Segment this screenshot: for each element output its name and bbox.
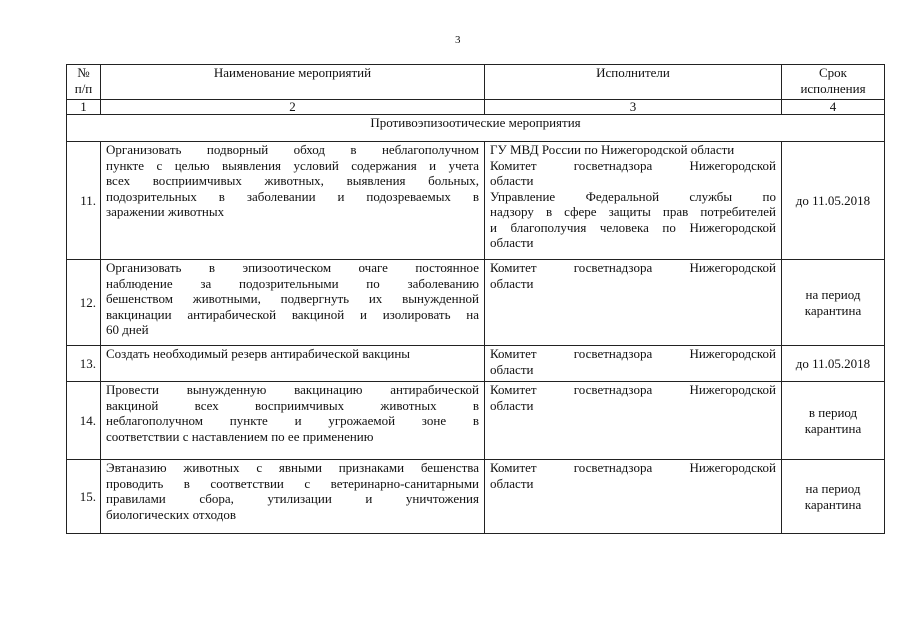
- section-row: [67, 115, 885, 142]
- description-line: вакцинации антирабической вакциной и изолировать на: [106, 306, 479, 322]
- header-name: Наименование мероприятий: [101, 65, 485, 100]
- description-line: Создать необходимый резерв антирабической вакцины: [106, 346, 411, 361]
- header-executors: Исполнители: [485, 65, 782, 100]
- row-term: до 11.05.2018: [782, 346, 885, 382]
- row-executors: [485, 142, 782, 260]
- description-line: 60 дней: [106, 322, 149, 337]
- column-number-row: [67, 100, 885, 115]
- row-description: [101, 382, 485, 460]
- description-line: соответствии с наставлением по ее применению: [106, 428, 374, 444]
- description-line: проводить в соответствии с ветеринарно-санитарными: [106, 475, 479, 491]
- executor-line: Комитет госветнадзора Нижегородской: [490, 157, 776, 173]
- table-row: [67, 260, 885, 346]
- description-line: заражении животных: [106, 204, 225, 219]
- row-term: в период карантина: [782, 382, 885, 460]
- description-line: наблюдение за подозрительными по заболеванию: [106, 275, 479, 291]
- column-number: 2: [101, 100, 485, 115]
- row-description: [101, 460, 485, 534]
- row-number: 11.: [67, 142, 101, 260]
- column-number: 3: [485, 100, 782, 115]
- table-row: [67, 382, 885, 460]
- row-term: на период карантина: [782, 460, 885, 534]
- executor-line: Комитет госветнадзора Нижегородской: [490, 260, 776, 275]
- row-description: [101, 142, 485, 260]
- header-num: № п/п: [67, 65, 101, 100]
- table-row: [67, 460, 885, 534]
- executor-line: и благополучия человека по Нижегородской: [490, 219, 776, 235]
- row-number: 13.: [67, 346, 101, 382]
- column-number: 4: [782, 100, 885, 115]
- executor-line: области: [490, 475, 534, 491]
- executor-line: Управление Федеральной службы по: [490, 188, 776, 204]
- executor-line: Комитет госветнадзора Нижегородской: [490, 346, 776, 361]
- description-line: Эвтаназию животных с явными признаками бешенства: [106, 460, 479, 475]
- executor-line: области: [490, 361, 534, 377]
- row-executors: [485, 260, 782, 346]
- table-row: [67, 346, 885, 382]
- executor-line: области: [490, 173, 534, 188]
- row-description: [101, 346, 485, 382]
- executor-line: ГУ МВД России по Нижегородской области: [490, 142, 735, 157]
- description-line: Организовать подворный обход в неблагополучном: [106, 142, 479, 157]
- description-line: пункте с целью выявления условий содержания и учета: [106, 157, 479, 173]
- page-number: 3: [455, 34, 461, 46]
- row-executors: [485, 460, 782, 534]
- row-executors: [485, 346, 782, 382]
- row-term: до 11.05.2018: [782, 142, 885, 260]
- table-header-row: [67, 65, 885, 100]
- row-number: 14.: [67, 382, 101, 460]
- column-number: 1: [67, 100, 101, 115]
- row-number: 15.: [67, 460, 101, 534]
- row-executors: [485, 382, 782, 460]
- description-line: вакциной всех восприимчивых животных в: [106, 397, 479, 413]
- description-line: правилами сбора, утилизации и уничтожения: [106, 491, 479, 506]
- description-line: Провести вынужденную вакцинацию антирабической: [106, 382, 479, 397]
- description-line: Организовать в эпизоотическом очаге постоянное: [106, 260, 479, 275]
- executor-line: Комитет госветнадзора Нижегородской: [490, 460, 776, 475]
- row-number: 12.: [67, 260, 101, 346]
- section-title: Противоэпизоотические мероприятия: [67, 115, 885, 142]
- header-term: Срок исполнения: [782, 65, 885, 100]
- executor-line: Комитет госветнадзора Нижегородской: [490, 382, 776, 397]
- description-line: всех восприимчивых животных, выявления больных,: [106, 173, 479, 188]
- description-line: биологических отходов: [106, 506, 236, 522]
- description-line: бешенством животными, подвергнуть их вынужденной: [106, 291, 479, 306]
- description-line: неблагополучном пункте и угрожаемой зоне в: [106, 413, 479, 428]
- table-row: [67, 142, 885, 260]
- executor-line: области: [490, 397, 534, 413]
- executor-line: области: [490, 275, 534, 291]
- executor-line: надзору в сфере защиты прав потребителей: [490, 204, 776, 219]
- row-term: на период карантина: [782, 260, 885, 346]
- executor-line: области: [490, 235, 534, 250]
- row-description: [101, 260, 485, 346]
- measures-table: [66, 64, 885, 534]
- description-line: подозрительных в заболевании и подозреваемых в: [106, 188, 479, 204]
